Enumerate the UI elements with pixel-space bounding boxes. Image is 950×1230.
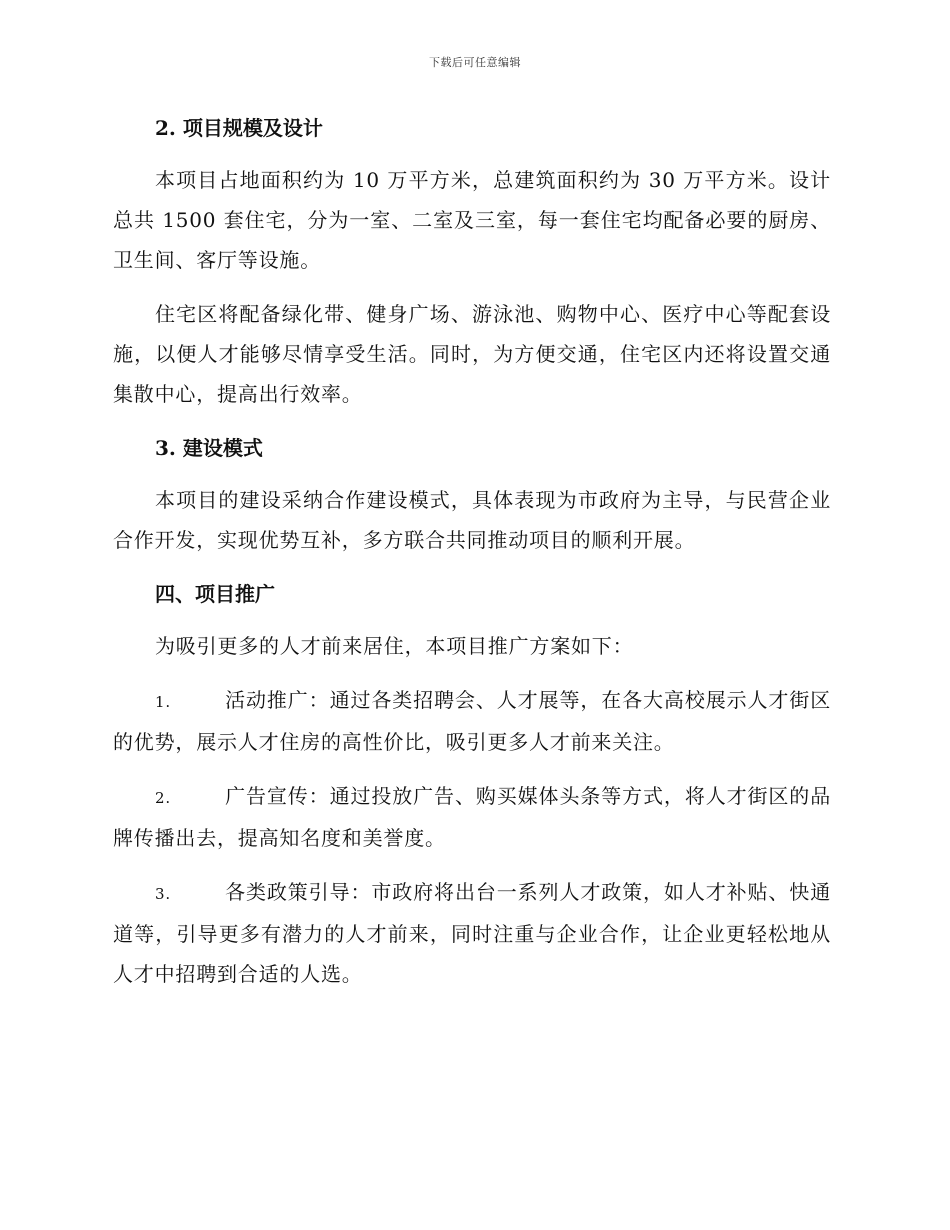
list-item-text: 各类政策引导：市政府将出台一系列人才政策，如人才补贴、快通道等，引导更多有潜力的人才前来，同时注重与企业合作，让企业更轻松地从人才中招聘到合适的人选。 bbox=[113, 880, 831, 986]
list-item bbox=[113, 776, 831, 858]
list-item-number: 3. bbox=[155, 885, 171, 903]
section-2-title: 2. 项目规模及设计 bbox=[155, 116, 323, 140]
section-3-title: 3. 建设模式 bbox=[155, 436, 263, 460]
section-4-intro: 为吸引更多的人才前来居住，本项目推广方案如下： bbox=[155, 634, 634, 658]
list-item-number: 2. bbox=[155, 789, 171, 807]
list-item-number: 1. bbox=[155, 693, 171, 711]
list-item bbox=[113, 872, 831, 994]
list-item-text: 活动推广：通过各类招聘会、人才展等，在各大高校展示人才街区的优势，展示人才住房的高性价比，吸引更多人才前来关注。 bbox=[113, 688, 831, 754]
section-4-title: 四、项目推广 bbox=[155, 582, 275, 606]
list-item bbox=[113, 680, 831, 762]
list-item-text: 广告宣传：通过投放广告、购买媒体头条等方式，将人才街区的品牌传播出去，提高知名度和美誉度。 bbox=[113, 784, 831, 850]
section-3-paragraph-1: 本项目的建设采纳合作建设模式，具体表现为市政府为主导，与民营企业合作开发，实现优势互补，多方联合共同推动项目的顺利开展。 bbox=[113, 488, 831, 552]
document-body bbox=[113, 108, 831, 994]
section-2-paragraph-2: 住宅区将配备绿化带、健身广场、游泳池、购物中心、医疗中心等配套设施，以便人才能够尽情享受生活。同时，为方便交通，住宅区内还将设置交通集散中心，提高出行效率。 bbox=[113, 302, 831, 406]
section-2-paragraph-1: 本项目占地面积约为 10 万平方米，总建筑面积约为 30 万平方米。设计总共 1500 套住宅，分为一室、二室及三室，每一套住宅均配备必要的厨房、卫生间、客厅等设施。 bbox=[113, 168, 831, 272]
page-header: 下载后可任意编辑 bbox=[429, 56, 521, 69]
